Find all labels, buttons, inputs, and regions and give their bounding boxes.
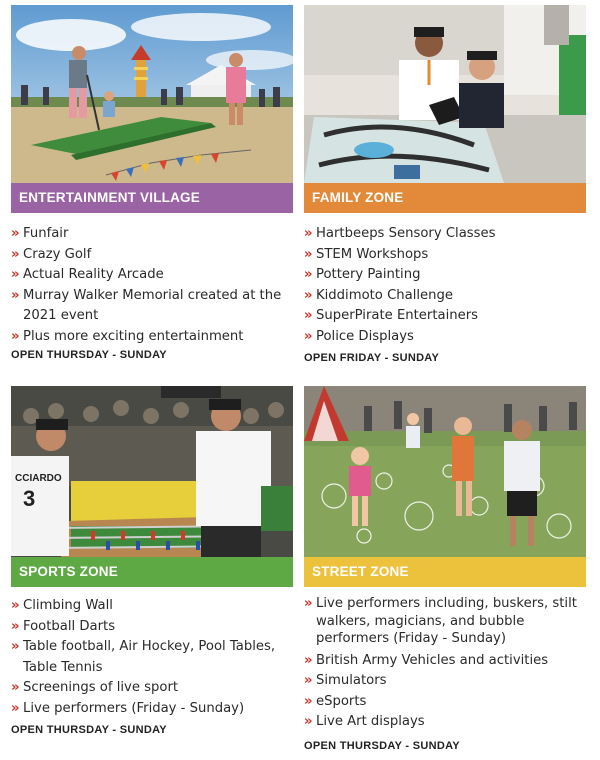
- street-zone-photo: [304, 386, 586, 557]
- entertainment-village-banner: ENTERTAINMENT VILLAGE: [11, 183, 293, 213]
- list-item: » Actual Reality Arcade: [11, 265, 301, 286]
- street-zone-open-days: OPEN THURSDAY - SUNDAY: [304, 740, 460, 752]
- jersey-name: CCIARDO: [15, 473, 62, 484]
- family-zone-photo: [304, 5, 586, 183]
- list-item: » Plus more exciting entertainment: [11, 327, 301, 348]
- zone-family: [304, 5, 586, 365]
- sports-zone-banner: SPORTS ZONE: [11, 557, 293, 587]
- list-item: » Kiddimoto Challenge: [304, 286, 594, 307]
- family-zone-open-days: OPEN FRIDAY - SUNDAY: [304, 352, 440, 364]
- list-item: » STEM Workshops: [304, 245, 594, 266]
- list-item: » Table football, Air Hockey, Pool Tables, Table Tennis: [11, 637, 301, 678]
- list-item: » Live Art displays: [304, 712, 594, 733]
- stem-robot-workshop-image: [304, 5, 586, 183]
- list-item: » Hartbeeps Sensory Classes: [304, 224, 594, 245]
- list-item: » Simulators: [304, 671, 594, 692]
- children-bubbles-image: [304, 386, 586, 557]
- list-item: » Murray Walker Memorial created at the 2021 event: [11, 286, 301, 327]
- list-item: » Funfair: [11, 224, 301, 245]
- list-item: » Climbing Wall: [11, 596, 301, 617]
- table-football-image: [11, 386, 293, 557]
- list-item: » Screenings of live sport: [11, 678, 301, 699]
- entertainment-village-open-days: OPEN THURSDAY - SUNDAY: [11, 349, 167, 361]
- list-item: » Live performers including, buskers, stilt walkers, magicians, and bubble performers (Friday - Sunday): [304, 595, 594, 648]
- family-zone-list: [304, 224, 594, 348]
- list-item: » British Army Vehicles and activities: [304, 651, 594, 672]
- list-item: » Police Displays: [304, 327, 594, 348]
- list-item: » Pottery Painting: [304, 265, 594, 286]
- list-item: » eSports: [304, 692, 594, 713]
- street-zone-banner: STREET ZONE: [304, 557, 586, 587]
- list-item: » Live performers (Friday - Sunday): [11, 699, 301, 720]
- zone-sports: [11, 386, 293, 746]
- zone-entertainment-village: [11, 5, 293, 365]
- crazy-golf-fair-image: [11, 5, 293, 183]
- sports-zone-photo: [11, 386, 293, 557]
- street-zone-list: [304, 595, 594, 733]
- sports-zone-open-days: OPEN THURSDAY - SUNDAY: [11, 724, 167, 736]
- entertainment-village-list: [11, 224, 301, 348]
- family-zone-banner: FAMILY ZONE: [304, 183, 586, 213]
- list-item: » Crazy Golf: [11, 245, 301, 266]
- zone-street: [304, 386, 586, 756]
- entertainment-village-photo: [11, 5, 293, 183]
- list-item: » Football Darts: [11, 617, 301, 638]
- sports-zone-list: [11, 596, 301, 720]
- list-item: » SuperPirate Entertainers: [304, 306, 594, 327]
- jersey-number: 3: [23, 486, 36, 511]
